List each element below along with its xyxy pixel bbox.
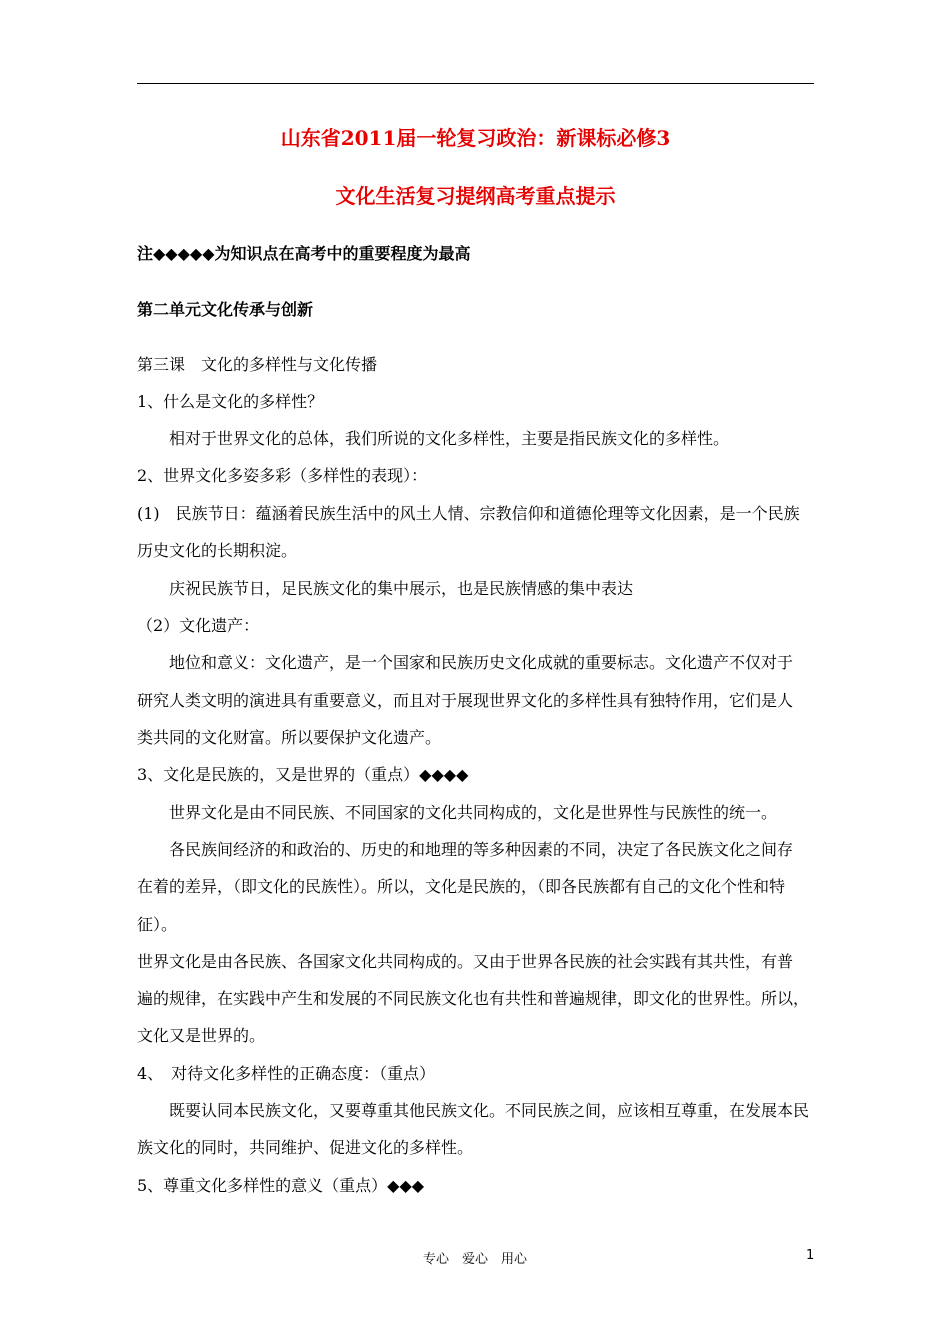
title-line-2: 文化生活复习提纲高考重点提示 — [335, 184, 616, 208]
page-number: 1 — [806, 1248, 815, 1263]
question-4: 4、 对待文化多样性的正确态度：（重点） — [137, 1064, 436, 1083]
paragraph: 相对于世界文化的总体，我们所说的文化多样性，主要是指民族文化的多样性。 — [169, 429, 730, 448]
paragraph: 遍的规律，在实践中产生和发展的不同民族文化也有共性和普遍规律，即文化的世界性。所以， — [137, 989, 810, 1008]
title-line-1: 山东省2011届一轮复习政治：新课标必修3 — [280, 126, 671, 150]
subheading: （2）文化遗产： — [137, 616, 260, 635]
paragraph: 地位和意义：文化遗产，是一个国家和民族历史文化成就的重要标志。文化遗产不仅对于 — [169, 653, 794, 672]
footer-motto: 专心 爱心 用心 — [422, 1252, 527, 1267]
lesson-title: 第三课 文化的多样性与文化传播 — [137, 355, 378, 374]
paragraph: 各民族间经济的和政治的、历史的和地理的等多种因素的不同，决定了各民族文化之间存 — [169, 840, 794, 859]
paragraph: (1) 民族节日：蕴涵着民族生活中的风土人情、宗教信仰和道德伦理等文化因素，是一个民族 — [137, 504, 800, 523]
paragraph: 在着的差异，（即文化的民族性）。所以，文化是民族的，（即各民族都有自己的文化个性和特 — [137, 877, 786, 896]
unit-title: 第二单元文化传承与创新 — [137, 300, 314, 319]
importance-note: 注◆◆◆◆◆为知识点在高考中的重要程度为最高 — [137, 244, 471, 263]
paragraph: 世界文化是由不同民族、不同国家的文化共同构成的，文化是世界性与民族性的统一。 — [169, 803, 778, 822]
paragraph: 文化又是世界的。 — [137, 1026, 266, 1045]
paragraph: 历史文化的长期积淀。 — [137, 541, 298, 560]
question-2: 2、世界文化多姿多彩（多样性的表现）： — [137, 466, 428, 485]
paragraph: 类共同的文化财富。所以要保护文化遗产。 — [137, 728, 442, 747]
header-rule — [137, 83, 814, 84]
paragraph: 族文化的同时，共同维护、促进文化的多样性。 — [137, 1138, 474, 1157]
question-3: 3、文化是民族的，又是世界的（重点）◆◆◆◆ — [137, 765, 469, 784]
paragraph: 世界文化是由各民族、各国家文化共同构成的。又由于世界各民族的社会实践有其共性，有普 — [137, 952, 794, 971]
paragraph: 庆祝民族节日，足民族文化的集中展示，也是民族情感的集中表达 — [169, 579, 634, 598]
question-1: 1、什么是文化的多样性？ — [137, 392, 324, 411]
question-5: 5、尊重文化多样性的意义（重点）◆◆◆ — [137, 1176, 425, 1195]
paragraph: 既要认同本民族文化，又要尊重其他民族文化。不同民族之间，应该相互尊重，在发展本民 — [169, 1101, 810, 1120]
paragraph: 征）。 — [137, 915, 178, 934]
paragraph: 研究人类文明的演进具有重要意义，而且对于展现世界文化的多样性具有独特作用，它们是人 — [137, 691, 794, 710]
